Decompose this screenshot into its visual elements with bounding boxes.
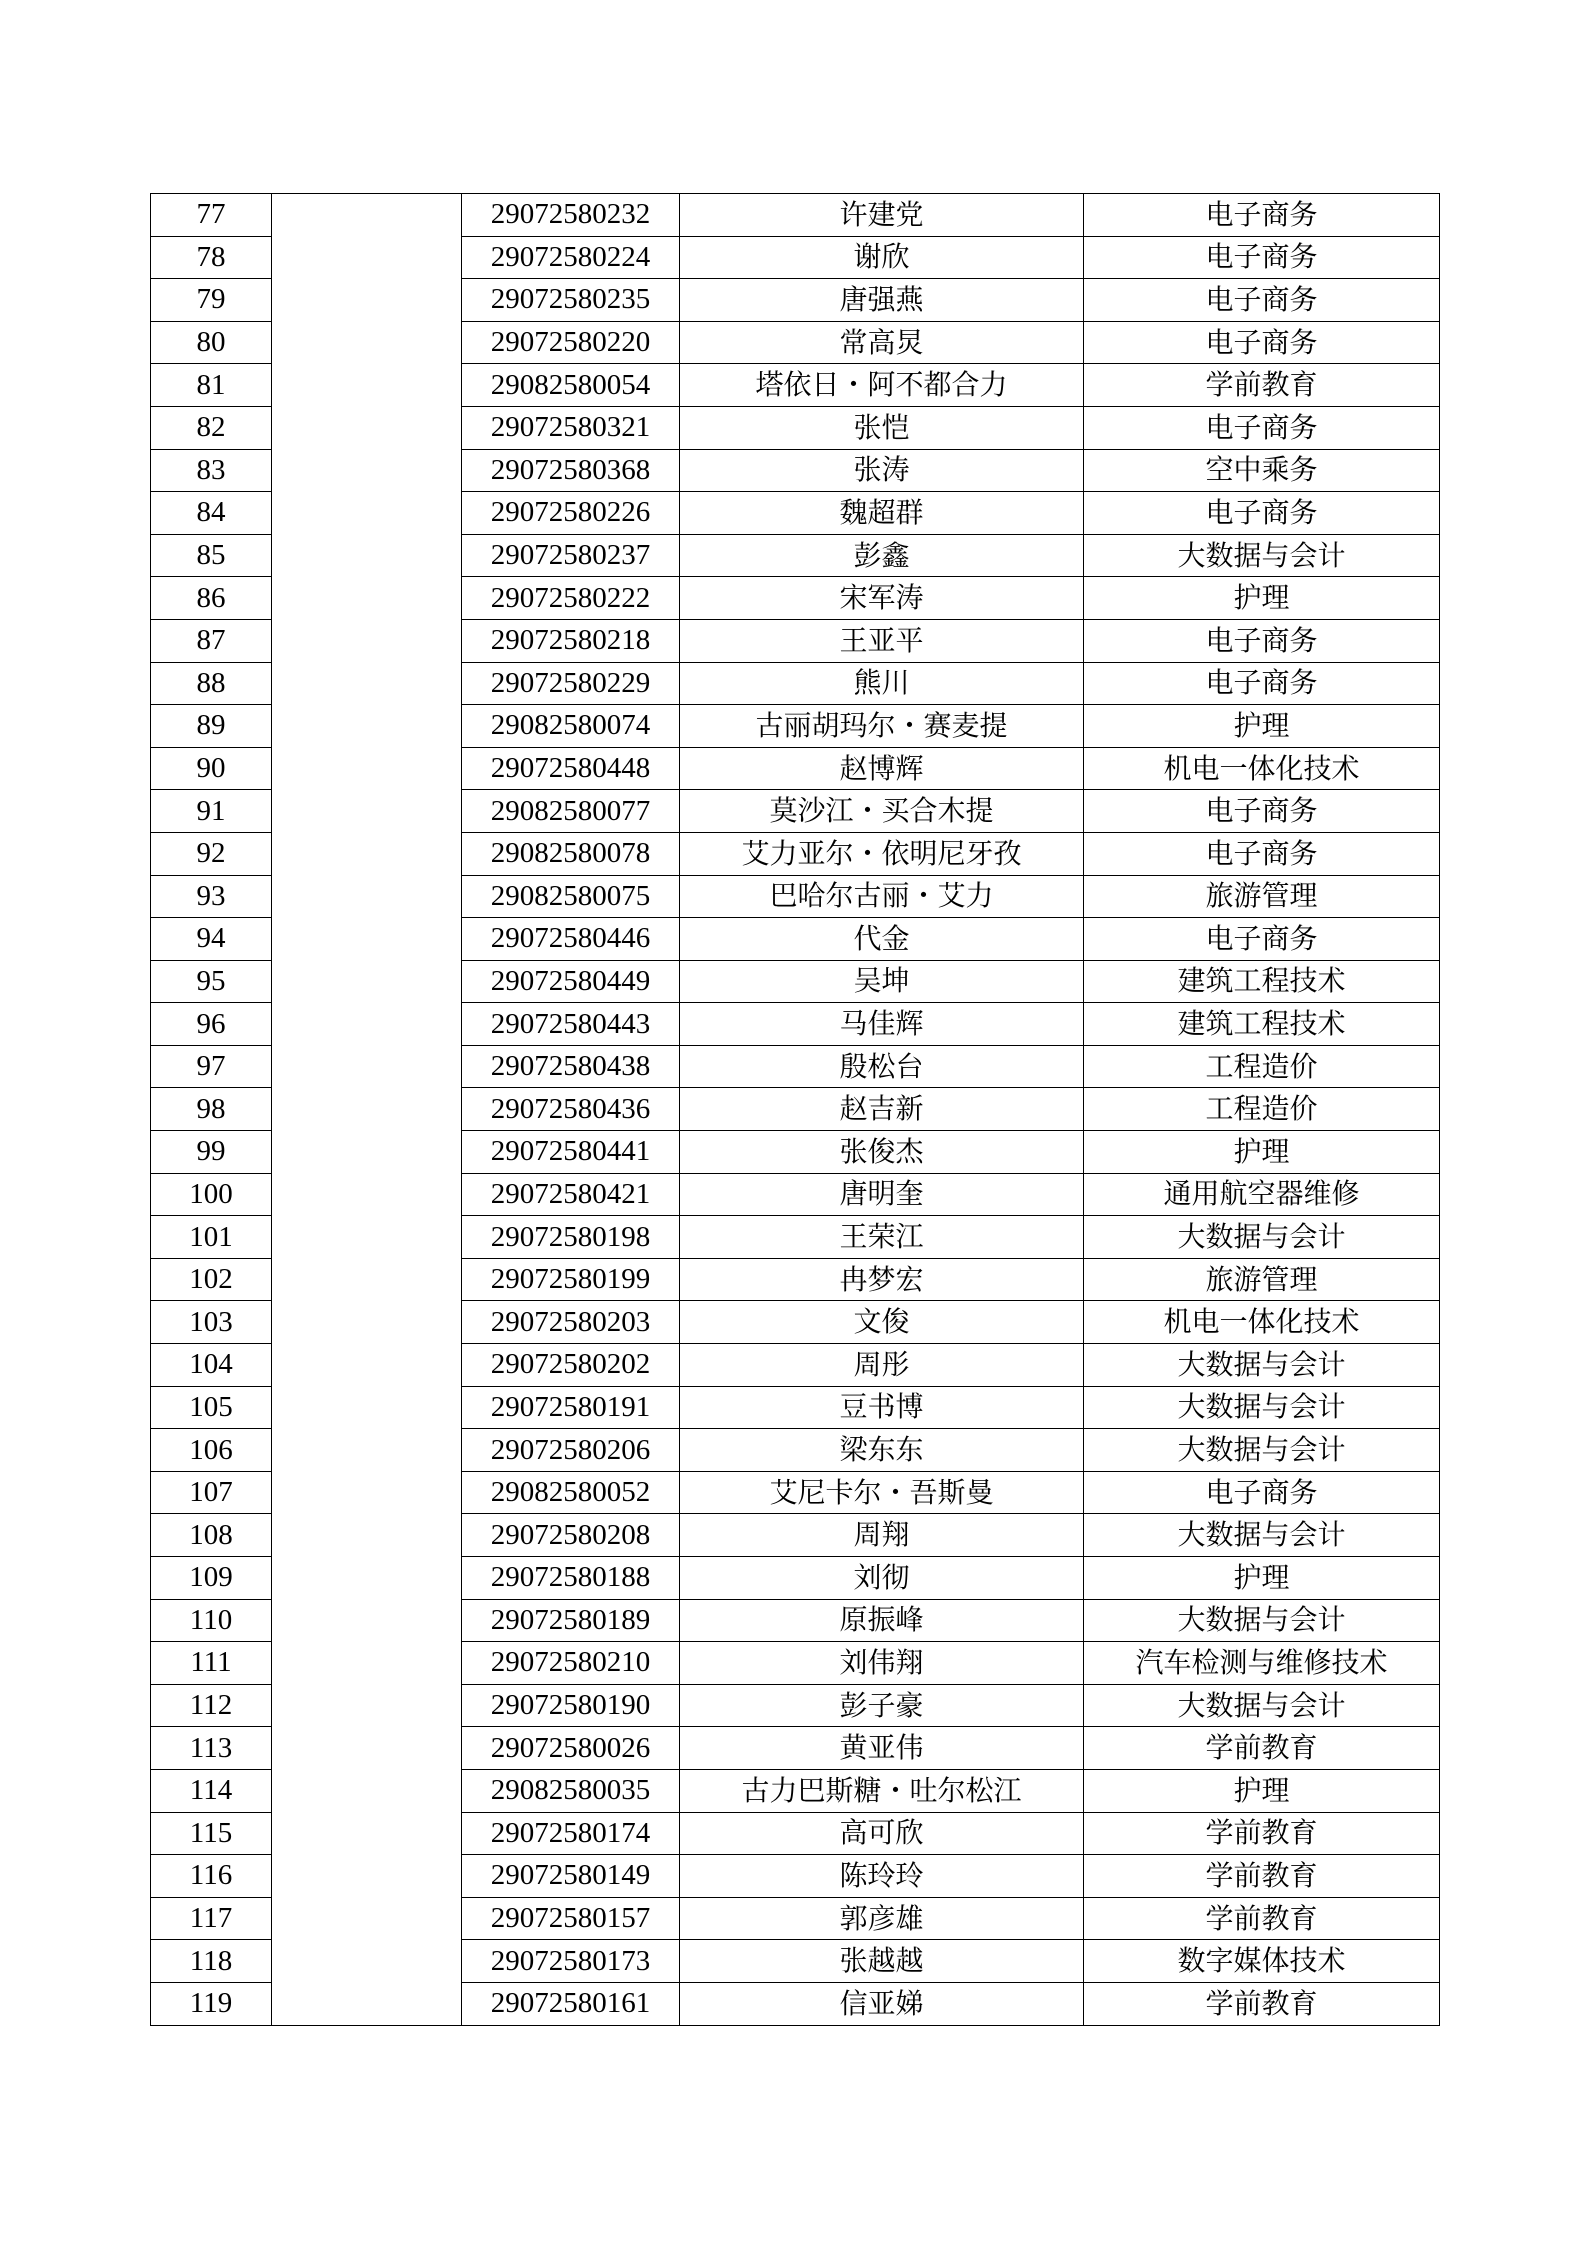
row-number-cell: 119 [151, 1982, 272, 2025]
student-name-cell: 魏超群 [680, 492, 1084, 535]
student-name-cell: 张涛 [680, 449, 1084, 492]
row-number-cell: 110 [151, 1599, 272, 1642]
major-cell: 护理 [1084, 1557, 1440, 1600]
student-id-cell: 29072580149 [462, 1855, 680, 1898]
major-cell: 护理 [1084, 577, 1440, 620]
major-cell: 学前教育 [1084, 1727, 1440, 1770]
major-cell: 建筑工程技术 [1084, 1003, 1440, 1046]
major-cell: 空中乘务 [1084, 449, 1440, 492]
major-cell: 大数据与会计 [1084, 1216, 1440, 1259]
table-row [151, 194, 1440, 237]
row-number-cell: 107 [151, 1471, 272, 1514]
student-id-cell: 29072580202 [462, 1344, 680, 1387]
major-cell: 电子商务 [1084, 194, 1440, 237]
row-number-cell: 98 [151, 1088, 272, 1131]
student-id-cell: 29072580174 [462, 1812, 680, 1855]
row-number-cell: 80 [151, 321, 272, 364]
row-number-cell: 93 [151, 875, 272, 918]
row-number-cell: 103 [151, 1301, 272, 1344]
major-cell: 电子商务 [1084, 1471, 1440, 1514]
student-id-cell: 29072580210 [462, 1642, 680, 1685]
row-number-cell: 97 [151, 1045, 272, 1088]
student-id-cell: 29072580449 [462, 960, 680, 1003]
student-name-cell: 殷松台 [680, 1045, 1084, 1088]
student-name-cell: 豆书博 [680, 1386, 1084, 1429]
student-name-cell: 彭鑫 [680, 534, 1084, 577]
major-cell: 电子商务 [1084, 279, 1440, 322]
row-number-cell: 94 [151, 918, 272, 961]
major-cell: 汽车检测与维修技术 [1084, 1642, 1440, 1685]
major-cell: 学前教育 [1084, 1812, 1440, 1855]
major-cell: 电子商务 [1084, 406, 1440, 449]
major-cell: 建筑工程技术 [1084, 960, 1440, 1003]
major-cell: 数字媒体技术 [1084, 1940, 1440, 1983]
student-id-cell: 29072580224 [462, 236, 680, 279]
row-number-cell: 89 [151, 705, 272, 748]
row-number-cell: 90 [151, 747, 272, 790]
student-id-cell: 29072580198 [462, 1216, 680, 1259]
student-id-cell: 29072580232 [462, 194, 680, 237]
student-name-cell: 王亚平 [680, 619, 1084, 662]
major-cell: 电子商务 [1084, 832, 1440, 875]
student-id-cell: 29072580190 [462, 1684, 680, 1727]
row-number-cell: 109 [151, 1557, 272, 1600]
student-name-cell: 黄亚伟 [680, 1727, 1084, 1770]
row-number-cell: 95 [151, 960, 272, 1003]
student-id-cell: 29082580078 [462, 832, 680, 875]
student-name-cell: 代金 [680, 918, 1084, 961]
student-name-cell: 宋军涛 [680, 577, 1084, 620]
student-name-cell: 信亚娣 [680, 1982, 1084, 2025]
student-id-cell: 29072580188 [462, 1557, 680, 1600]
student-id-cell: 29072580448 [462, 747, 680, 790]
student-name-cell: 吴坤 [680, 960, 1084, 1003]
student-id-cell: 29072580321 [462, 406, 680, 449]
row-number-cell: 77 [151, 194, 272, 237]
student-id-cell: 29082580077 [462, 790, 680, 833]
student-id-cell: 29082580035 [462, 1769, 680, 1812]
major-cell: 电子商务 [1084, 662, 1440, 705]
student-name-cell: 艾力亚尔・依明尼牙孜 [680, 832, 1084, 875]
row-number-cell: 82 [151, 406, 272, 449]
row-number-cell: 92 [151, 832, 272, 875]
major-cell: 旅游管理 [1084, 1258, 1440, 1301]
row-number-cell: 111 [151, 1642, 272, 1685]
row-number-cell: 81 [151, 364, 272, 407]
student-name-cell: 艾尼卡尔・吾斯曼 [680, 1471, 1084, 1514]
student-name-cell: 刘伟翔 [680, 1642, 1084, 1685]
major-cell: 电子商务 [1084, 321, 1440, 364]
major-cell: 大数据与会计 [1084, 1514, 1440, 1557]
student-list-table [150, 193, 1440, 2026]
student-id-cell: 29072580229 [462, 662, 680, 705]
major-cell: 电子商务 [1084, 236, 1440, 279]
student-id-cell: 29072580436 [462, 1088, 680, 1131]
row-number-cell: 79 [151, 279, 272, 322]
student-id-cell: 29072580218 [462, 619, 680, 662]
major-cell: 大数据与会计 [1084, 1344, 1440, 1387]
student-id-cell: 29072580438 [462, 1045, 680, 1088]
student-name-cell: 赵吉新 [680, 1088, 1084, 1131]
student-name-cell: 冉梦宏 [680, 1258, 1084, 1301]
row-number-cell: 91 [151, 790, 272, 833]
student-id-cell: 29082580074 [462, 705, 680, 748]
student-name-cell: 莫沙江・买合木提 [680, 790, 1084, 833]
student-id-cell: 29072580206 [462, 1429, 680, 1472]
major-cell: 学前教育 [1084, 364, 1440, 407]
major-cell: 护理 [1084, 705, 1440, 748]
student-name-cell: 周翔 [680, 1514, 1084, 1557]
major-cell: 大数据与会计 [1084, 534, 1440, 577]
major-cell: 大数据与会计 [1084, 1684, 1440, 1727]
student-id-cell: 29082580054 [462, 364, 680, 407]
student-id-cell: 29072580199 [462, 1258, 680, 1301]
major-cell: 机电一体化技术 [1084, 747, 1440, 790]
student-name-cell: 张俊杰 [680, 1131, 1084, 1174]
major-cell: 电子商务 [1084, 492, 1440, 535]
row-number-cell: 78 [151, 236, 272, 279]
student-id-cell: 29072580237 [462, 534, 680, 577]
student-id-cell: 29072580203 [462, 1301, 680, 1344]
major-cell: 工程造价 [1084, 1088, 1440, 1131]
student-name-cell: 马佳辉 [680, 1003, 1084, 1046]
student-name-cell: 郭彦雄 [680, 1897, 1084, 1940]
row-number-cell: 87 [151, 619, 272, 662]
student-id-cell: 29072580235 [462, 279, 680, 322]
table-body [151, 194, 1440, 2026]
row-number-cell: 106 [151, 1429, 272, 1472]
student-name-cell: 古丽胡玛尔・赛麦提 [680, 705, 1084, 748]
student-id-cell: 29072580173 [462, 1940, 680, 1983]
student-id-cell: 29072580208 [462, 1514, 680, 1557]
row-number-cell: 114 [151, 1769, 272, 1812]
major-cell: 电子商务 [1084, 790, 1440, 833]
student-id-cell: 29082580075 [462, 875, 680, 918]
row-number-cell: 112 [151, 1684, 272, 1727]
row-number-cell: 104 [151, 1344, 272, 1387]
row-number-cell: 116 [151, 1855, 272, 1898]
student-name-cell: 周彤 [680, 1344, 1084, 1387]
row-number-cell: 85 [151, 534, 272, 577]
student-id-cell: 29072580443 [462, 1003, 680, 1046]
student-id-cell: 29072580157 [462, 1897, 680, 1940]
student-name-cell: 唐强燕 [680, 279, 1084, 322]
major-cell: 电子商务 [1084, 918, 1440, 961]
student-name-cell: 常高炅 [680, 321, 1084, 364]
student-name-cell: 唐明奎 [680, 1173, 1084, 1216]
major-cell: 机电一体化技术 [1084, 1301, 1440, 1344]
student-name-cell: 谢欣 [680, 236, 1084, 279]
major-cell: 工程造价 [1084, 1045, 1440, 1088]
major-cell: 大数据与会计 [1084, 1429, 1440, 1472]
row-number-cell: 86 [151, 577, 272, 620]
row-number-cell: 117 [151, 1897, 272, 1940]
student-id-cell: 29072580189 [462, 1599, 680, 1642]
student-name-cell: 张越越 [680, 1940, 1084, 1983]
major-cell: 学前教育 [1084, 1897, 1440, 1940]
student-name-cell: 高可欣 [680, 1812, 1084, 1855]
major-cell: 护理 [1084, 1769, 1440, 1812]
major-cell: 通用航空器维修 [1084, 1173, 1440, 1216]
student-id-cell: 29082580052 [462, 1471, 680, 1514]
row-number-cell: 100 [151, 1173, 272, 1216]
major-cell: 电子商务 [1084, 619, 1440, 662]
student-list-table-wrapper [150, 193, 1440, 2026]
student-name-cell: 塔依日・阿不都合力 [680, 364, 1084, 407]
student-id-cell: 29072580026 [462, 1727, 680, 1770]
major-cell: 大数据与会计 [1084, 1386, 1440, 1429]
major-cell: 学前教育 [1084, 1855, 1440, 1898]
row-number-cell: 83 [151, 449, 272, 492]
student-id-cell: 29072580220 [462, 321, 680, 364]
student-id-cell: 29072580446 [462, 918, 680, 961]
major-cell: 大数据与会计 [1084, 1599, 1440, 1642]
row-number-cell: 108 [151, 1514, 272, 1557]
student-name-cell: 赵博辉 [680, 747, 1084, 790]
student-name-cell: 王荣江 [680, 1216, 1084, 1259]
student-name-cell: 梁东东 [680, 1429, 1084, 1472]
student-id-cell: 29072580421 [462, 1173, 680, 1216]
row-number-cell: 113 [151, 1727, 272, 1770]
student-name-cell: 刘彻 [680, 1557, 1084, 1600]
student-id-cell: 29072580191 [462, 1386, 680, 1429]
major-cell: 护理 [1084, 1131, 1440, 1174]
student-name-cell: 熊川 [680, 662, 1084, 705]
major-cell: 学前教育 [1084, 1982, 1440, 2025]
row-number-cell: 115 [151, 1812, 272, 1855]
row-number-cell: 96 [151, 1003, 272, 1046]
student-id-cell: 29072580226 [462, 492, 680, 535]
student-name-cell: 许建党 [680, 194, 1084, 237]
student-id-cell: 29072580368 [462, 449, 680, 492]
student-name-cell: 陈玲玲 [680, 1855, 1084, 1898]
row-number-cell: 118 [151, 1940, 272, 1983]
student-name-cell: 巴哈尔古丽・艾力 [680, 875, 1084, 918]
student-name-cell: 彭子豪 [680, 1684, 1084, 1727]
row-number-cell: 102 [151, 1258, 272, 1301]
student-name-cell: 原振峰 [680, 1599, 1084, 1642]
merged-blank-cell [272, 194, 462, 2026]
student-id-cell: 29072580441 [462, 1131, 680, 1174]
row-number-cell: 84 [151, 492, 272, 535]
row-number-cell: 105 [151, 1386, 272, 1429]
student-id-cell: 29072580161 [462, 1982, 680, 2025]
student-name-cell: 古力巴斯糖・吐尔松江 [680, 1769, 1084, 1812]
row-number-cell: 101 [151, 1216, 272, 1259]
row-number-cell: 99 [151, 1131, 272, 1174]
row-number-cell: 88 [151, 662, 272, 705]
major-cell: 旅游管理 [1084, 875, 1440, 918]
student-name-cell: 张恺 [680, 406, 1084, 449]
student-id-cell: 29072580222 [462, 577, 680, 620]
student-name-cell: 文俊 [680, 1301, 1084, 1344]
